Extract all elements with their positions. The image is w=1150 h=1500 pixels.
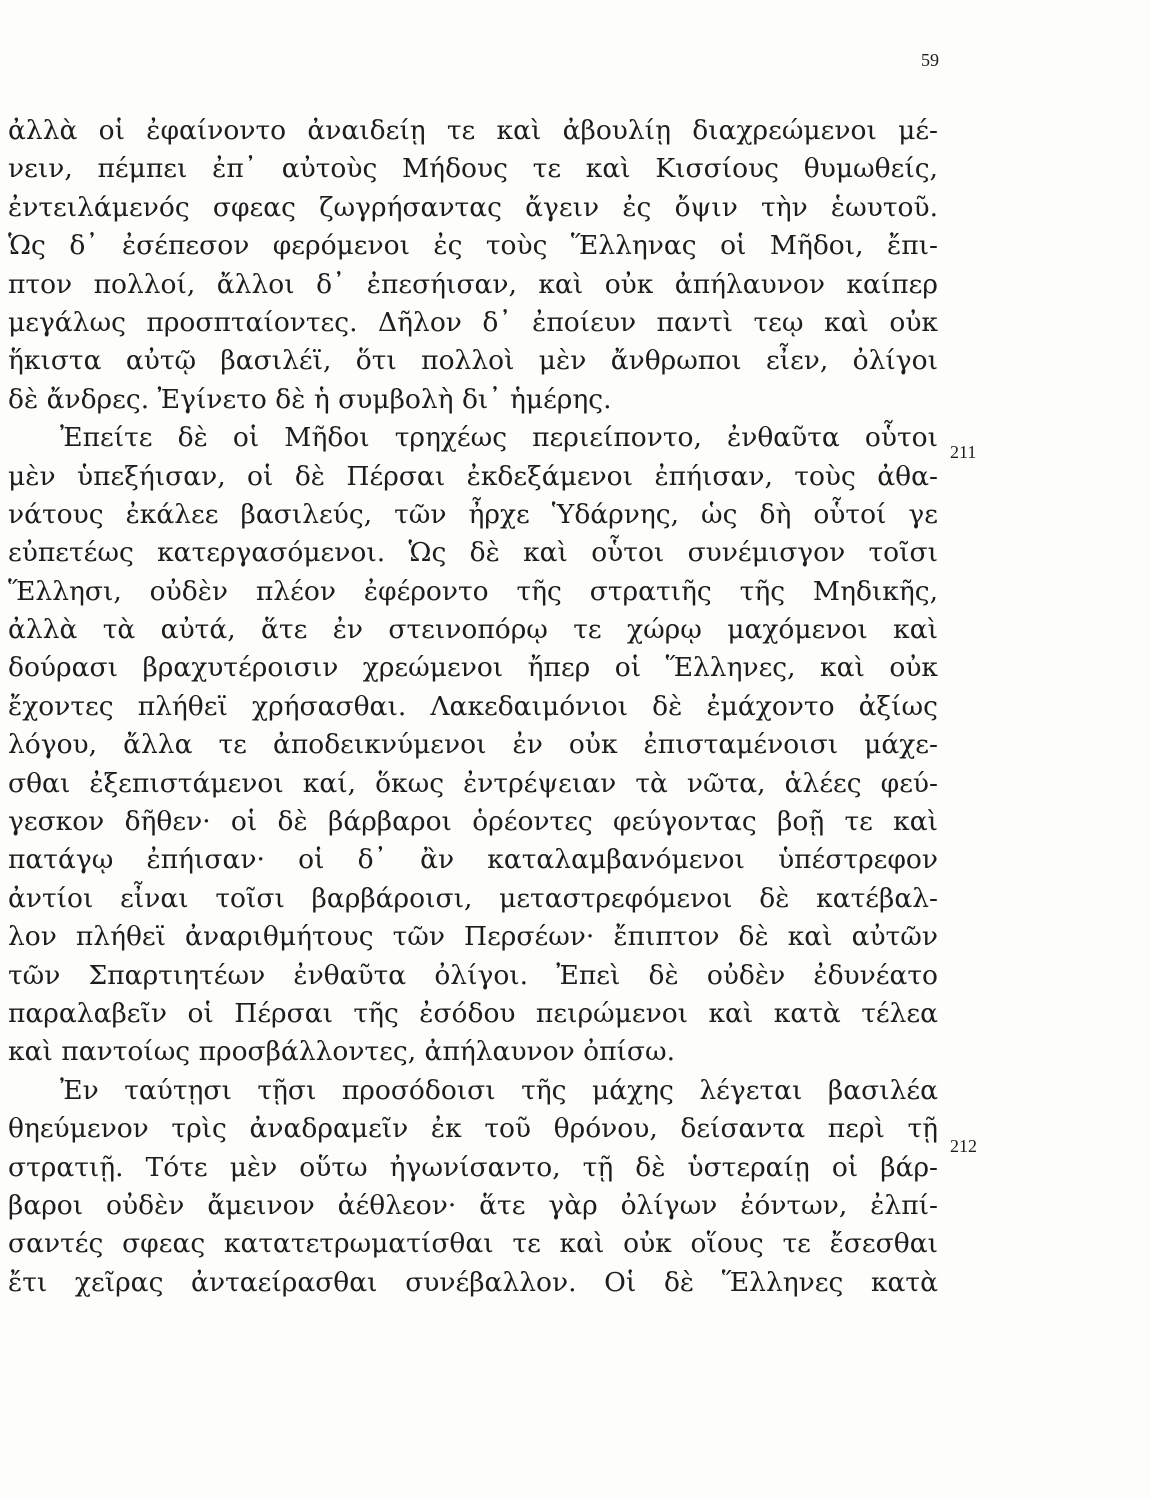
text-line: μὲν ὑπεξήισαν, οἱ δὲ Πέρσαι ἐκδεξάμενοι ἐπήισαν, τοὺς ἀθα- (8, 460, 938, 492)
margin-section-number: 212 (950, 1136, 977, 1156)
text-line: ἔχοντες πλήθεϊ χρήσασθαι. Λακεδαιμόνιοι δὲ ἐμάχοντο ἀξίως (8, 690, 938, 722)
text-line: ἀλλὰ τὰ αὐτά, ἅτε ἐν στεινοπόρῳ τε χώρῳ μαχόμενοι καὶ (8, 614, 938, 646)
text-line: λον πλήθεϊ ἀναριθμήτους τῶν Περσέων· ἔπιπτον δὲ καὶ αὐτῶν (8, 921, 938, 953)
body-text (8, 112, 938, 1302)
paragraph (8, 419, 938, 1072)
page-number: 59 (921, 50, 939, 70)
text-line: τῶν Σπαρτιητέων ἐνθαῦτα ὀλίγοι. Ἐπεὶ δὲ οὐδὲν ἐδυνέατο (8, 959, 938, 991)
text-line: ἥκιστα αὐτῷ βασιλέϊ, ὅτι πολλοὶ μὲν ἄνθρωποι εἶεν, ὀλίγοι (8, 345, 938, 377)
text-line: λόγου, ἄλλα τε ἀποδεικνύμενοι ἐν οὐκ ἐπισταμένοισι μάχε- (8, 729, 938, 761)
text-line: Ἐπείτε δὲ οἱ Μῆδοι τρηχέως περιείποντο, ἐνθαῦτα οὗτοι (60, 422, 938, 454)
text-line: πτον πολλοί, ἄλλοι δ᾽ ἐπεσήισαν, καὶ οὐκ ἀπήλαυνον καίπερ (8, 268, 938, 300)
text-line: βαροι οὐδὲν ἄμεινον ἀέθλεον· ἅτε γὰρ ὀλίγων ἐόντων, ἐλπί- (8, 1189, 938, 1221)
margin-section-number: 211 (950, 442, 977, 462)
text-line: εὐπετέως κατεργασόμενοι. Ὡς δὲ καὶ οὗτοι συνέμισγον τοῖσι (8, 537, 938, 569)
text-line: ἐντειλάμενός σφεας ζωγρήσαντας ἄγειν ἐς ὄψιν τὴν ἑωυτοῦ. (8, 191, 938, 223)
text-line: δούρασι βραχυτέροισιν χρεώμενοι ἤπερ οἱ Ἕλληνες, καὶ οὐκ (8, 652, 938, 684)
text-line: παραλαβεῖν οἱ Πέρσαι τῆς ἐσόδου πειρώμενοι καὶ κατὰ τέλεα (8, 997, 938, 1029)
text-line: πατάγῳ ἐπήισαν· οἱ δ᾽ ἂν καταλαμβανόμενοι ὑπέστρεφον (8, 844, 938, 876)
text-line: καὶ παντοίως προσβάλλοντες, ἀπήλαυνον ὀπίσω. (8, 1036, 676, 1068)
text-line: μεγάλως προσπταίοντες. Δῆλον δ᾽ ἐποίευν παντὶ τεῳ καὶ οὐκ (8, 306, 938, 338)
paragraph (8, 112, 938, 419)
text-line: γεσκον δῆθεν· οἱ δὲ βάρβαροι ὁρέοντες φεύγοντας βοῇ τε καὶ (8, 806, 938, 838)
text-line: σαντές σφεας κατατετρωματίσθαι τε καὶ οὐκ οἵους τε ἔσεσθαι (8, 1228, 938, 1260)
text-line: θηεύμενον τρὶς ἀναδραμεῖν ἐκ τοῦ θρόνου, δείσαντα περὶ τῇ (8, 1113, 938, 1145)
text-line: ἀλλὰ οἱ ἐφαίνοντο ἀναιδείῃ τε καὶ ἀβουλίῃ διαχρεώμενοι μέ- (8, 115, 938, 146)
text-line: ἔτι χεῖρας ἀνταείρασθαι συνέβαλλον. Οἱ δὲ Ἕλληνες κατὰ (8, 1266, 938, 1298)
text-line: ἀντίοι εἶναι τοῖσι βαρβάροισι, μεταστρεφόμενοι δὲ κατέβαλ- (8, 882, 938, 914)
text-line: δὲ ἄνδρες. Ἐγίνετο δὲ ἡ συμβολὴ δι᾽ ἡμέρης. (8, 383, 612, 415)
text-line: στρατιῇ. Τότε μὲν οὕτω ἠγωνίσαντο, τῇ δὲ ὑστεραίῃ οἱ βάρ- (8, 1151, 938, 1183)
text-line: Ἐν ταύτῃσι τῇσι προσόδοισι τῆς μάχης λέγεται βασιλέα (60, 1074, 938, 1106)
text-line: Ὡς δ᾽ ἐσέπεσον φερόμενοι ἐς τοὺς Ἕλληνας οἱ Μῆδοι, ἔπι- (8, 230, 938, 262)
text-line: Ἕλλησι, οὐδὲν πλέον ἐφέροντο τῆς στρατιῆς τῆς Μηδικῆς, (8, 575, 938, 607)
paragraph (8, 1072, 938, 1302)
text-line: νειν, πέμπει ἐπ᾽ αὐτοὺς Μήδους τε καὶ Κισσίους θυμωθείς, (8, 153, 938, 185)
text-line: νάτους ἐκάλεε βασιλεύς, τῶν ἦρχε Ὑδάρνης, ὡς δὴ οὗτοί γε (8, 498, 938, 530)
text-line: σθαι ἐξεπιστάμενοι καί, ὅκως ἐντρέψειαν τὰ νῶτα, ἁλέες φεύ- (8, 767, 938, 799)
